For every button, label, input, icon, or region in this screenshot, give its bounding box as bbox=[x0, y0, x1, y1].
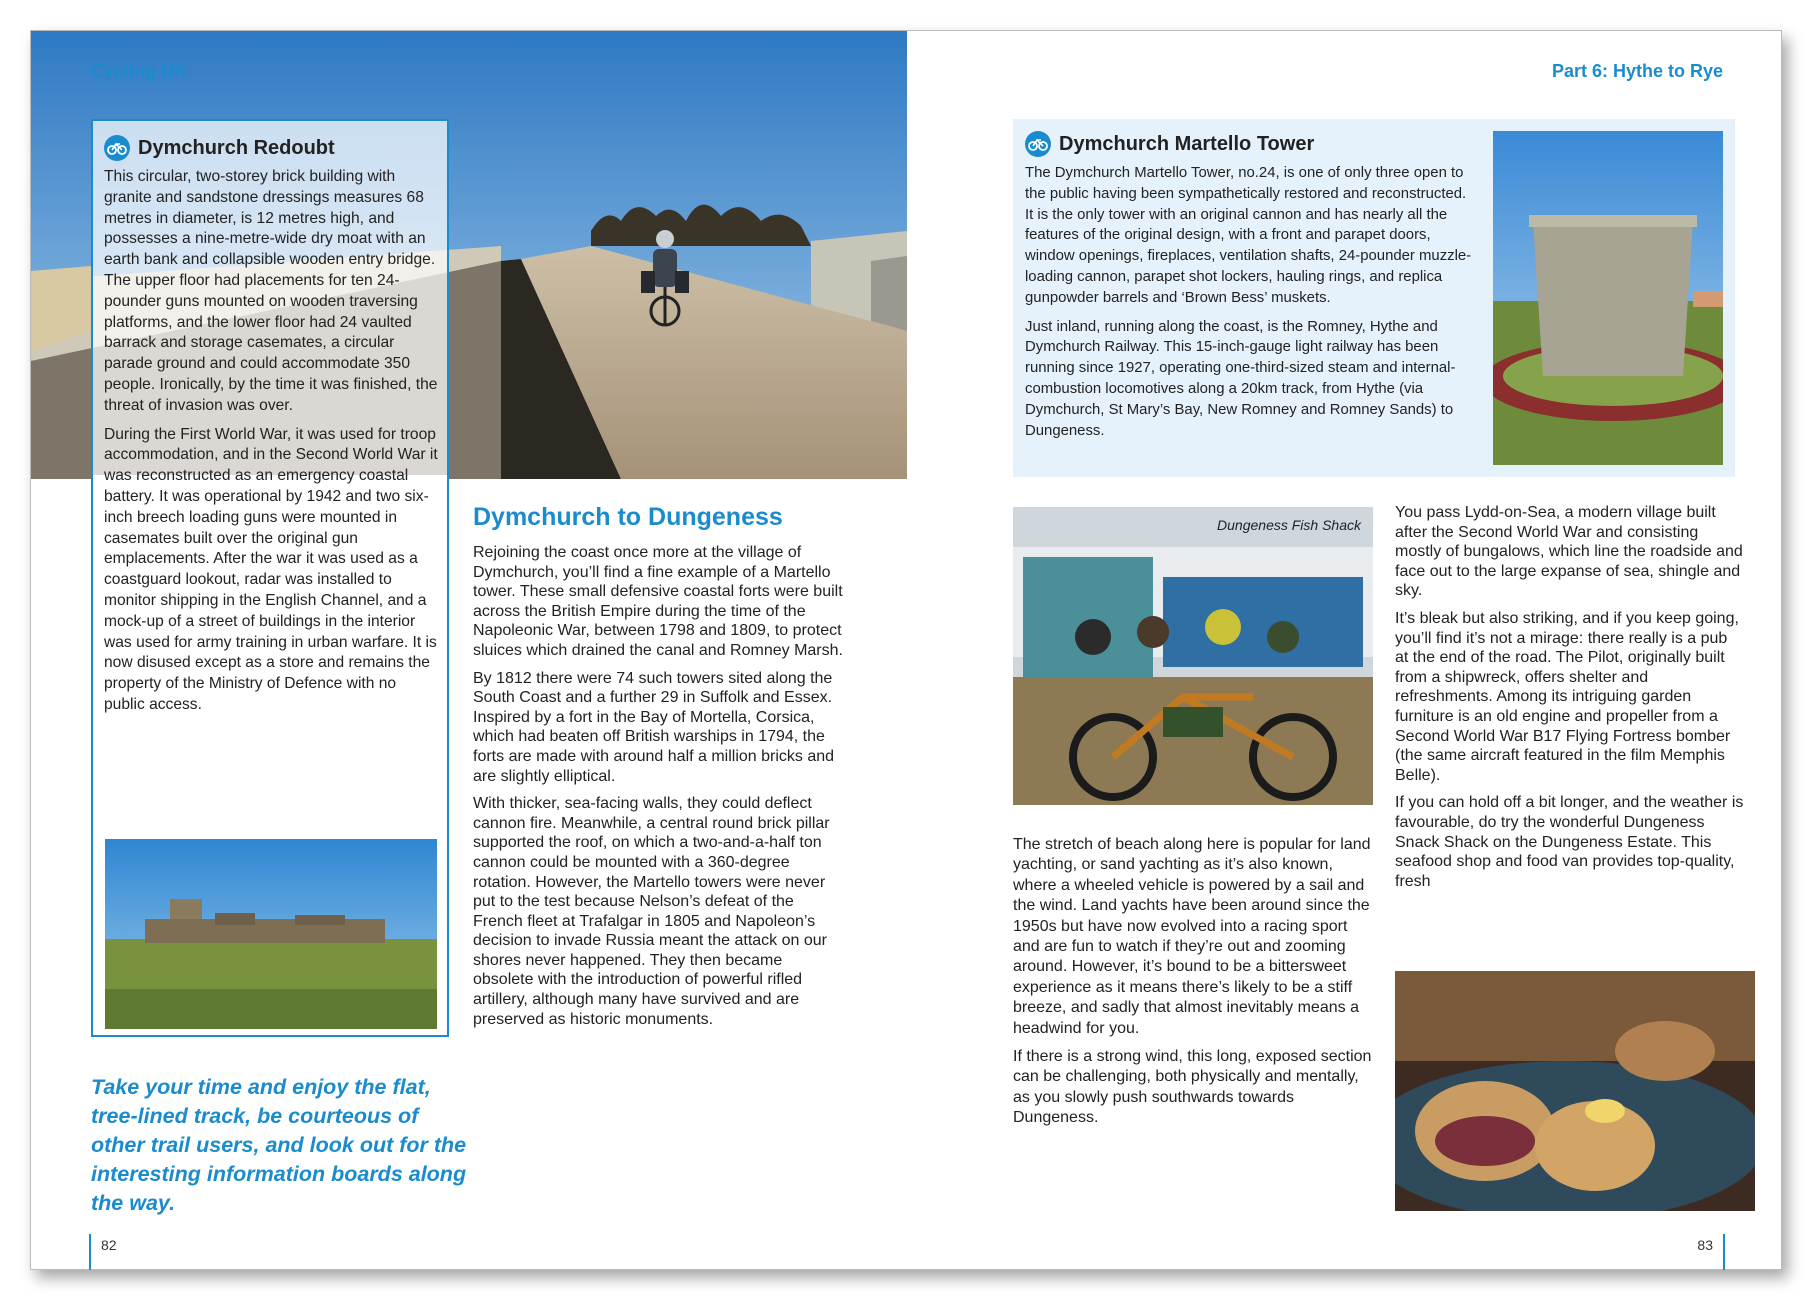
section-paragraph-2: By 1812 there were 74 such towers sited along the South Coast and a further 29 in Suffolk and Essex. Inspired by a fort in the Bay of Mortella, Corsica, which had beaten off British warships in 1794, the forts are made with around half a million bricks and are slightly elliptical. bbox=[473, 669, 835, 785]
col2-paragraph-1: You pass Lydd-on-Sea, a modern village built after the Second World War and consisting mostly of bungalows, which line the roadside and face out to the large expanse of sea, shingle and sky. bbox=[1395, 504, 1743, 600]
martello-title-text: Dymchurch Martello Tower bbox=[1059, 132, 1315, 155]
martello-paragraph-1: The Dymchurch Martello Tower, no.24, is one of only three open to the public having been sympathetically restored and reconstructed. It is the only tower with an original cannon and has nearly all the features of the original design, with a front and parapet doors, window openings, fireplaces, ventilation shafts, 24-pounder muzzle-loading cannon, parapet shot lockers, hauling rings, and replica gunpowder barrels and ‘Brown Bess’ muskets. bbox=[1025, 165, 1472, 306]
martello-tower-photo bbox=[1493, 131, 1723, 465]
redoubt-paragraph-1: This circular, two-storey brick building with granite and sandstone dressings measures 68 metres in diameter, is 12 metres high, and possesses a nine-metre-wide dry moat with an earth bank and collapsible wooden entry bridge. The upper floor had placements for ten 24-pounder guns mounted on wooden traversing platforms, and the lower floor had 24 vaulted barrack and storage casemates, a circular parade ground and could accommodate 350 people. Ironically, by the time it was finished, the threat of invasion was over. bbox=[104, 168, 438, 414]
page-number-rule-left bbox=[89, 1234, 91, 1270]
book-spread bbox=[30, 30, 1782, 1270]
page-number-rule-right bbox=[1723, 1234, 1725, 1270]
col1-paragraph-2: If there is a strong wind, this long, exposed section can be challenging, both physically and mentally, as you slowly push southwards towards Dungeness. bbox=[1013, 1048, 1372, 1127]
fish-shack-caption: Dungeness Fish Shack bbox=[1217, 517, 1361, 533]
redoubt-title bbox=[104, 135, 440, 161]
martello-title bbox=[1025, 131, 1473, 157]
col2-paragraph-3: If you can hold off a bit longer, and the weather is favourable, do try the wonderful Dungeness Snack Shack on the Dungeness Estate. This seafood shop and food van provides top-quality, fresh bbox=[1395, 794, 1744, 890]
section-title: Dymchurch to Dungeness bbox=[473, 503, 783, 531]
section-paragraph-1: Rejoining the coast once more at the village of Dymchurch, you’ll find a fine example of a Martello tower. These small defensive coastal forts were built across the British Empire during the time of the Napoleonic War, between 1798 and 1809, to protect sluices which drained the canal and Romney Marsh. bbox=[473, 544, 843, 659]
martello-box bbox=[1013, 119, 1735, 477]
redoubt-paragraph-2: During the First World War, it was used for troop accommodation, and in the Second World War it was reconstructed as an emergency coastal battery. It was operational by 1942 and two six-inch breech loading guns were mounted in casemates built over the original gun emplacements. After the war it was used as a coastguard lookout, radar was installed to monitor shipping in the English Channel, and a mock-up of a street of buildings in the interior was used for army training in urban warfare. It is now disused except as a store and remains the property of the Ministry of Defence with no public access. bbox=[104, 425, 438, 713]
col2-paragraph-2: It’s bleak but also striking, and if you keep going, you’ll find it’s not a mirage: there really is a pub at the end of the road. The Pilot, originally built from a shipwreck, offers shelter and refreshments. Among its intriguing garden furniture is an old engine and propeller from a Second World War B17 Flying Fortress bomber (the same aircraft featured in the film Memphis Belle). bbox=[1395, 609, 1739, 784]
fish-shack-photo bbox=[1013, 507, 1373, 805]
right-column-2 bbox=[1395, 503, 1745, 899]
page-number-right: 83 bbox=[1697, 1237, 1713, 1253]
running-head-right: Part 6: Hythe to Rye bbox=[1551, 61, 1723, 81]
col1-paragraph-1: The stretch of beach along here is popular for land yachting, or sand yachting as it’s also known, where a wheeled vehicle is powered by a sail and the wind. Land yachts have been around since the 1950s but have now evolved into a racing sport and are fun to watch if they’re out and zooming around. However, it’s bound to be a bittersweet experience as it means there’s likely to be a stiff breeze, and sadly that almost inevitably means a headwind for you. bbox=[1013, 836, 1371, 1037]
bicycle-icon bbox=[1025, 131, 1051, 157]
bicycle-icon bbox=[104, 135, 130, 161]
right-column-1 bbox=[1013, 835, 1375, 1137]
redoubt-fort-photo bbox=[105, 839, 437, 1029]
running-head-left: Cycling UK bbox=[91, 61, 188, 81]
left-page bbox=[31, 31, 907, 1271]
pull-quote: Take your time and enjoy the flat, tree-lined track, be courteous of other trail users, and look out for the interesting information boards along the way. bbox=[91, 1075, 467, 1215]
redoubt-title-text: Dymchurch Redoubt bbox=[138, 136, 335, 159]
section-paragraph-3: With thicker, sea-facing walls, they could deflect cannon fire. Meanwhile, a central round brick pillar supported the roof, on which a two-and-a-half ton cannon could be mounted with a 360-degree rotation. However, the Martello towers were never put to the test because Nelson’s defeat of the French fleet at Trafalgar in 1805 and Napoleon’s decision to invade Russia meant the attack on our shores never happened. They then became obsolete with the introduction of powerful rifled artillery, although many have survived and are preserved as historic monuments. bbox=[473, 795, 830, 1028]
martello-paragraph-2: Just inland, running along the coast, is the Romney, Hythe and Dymchurch Railway. This 15-inch-gauge light railway has been running since 1927, operating one-third-sized steam and internal-combustion locomotives along a 20km track, from Hythe (via Dymchurch, St Mary’s Bay, New Romney and Romney Sands) to Dungeness. bbox=[1025, 318, 1456, 439]
page-number-left: 82 bbox=[101, 1237, 117, 1253]
redoubt-box bbox=[91, 119, 449, 1037]
snack-shack-food-photo bbox=[1395, 971, 1755, 1211]
right-page bbox=[907, 31, 1783, 1271]
section-column bbox=[473, 543, 845, 1037]
